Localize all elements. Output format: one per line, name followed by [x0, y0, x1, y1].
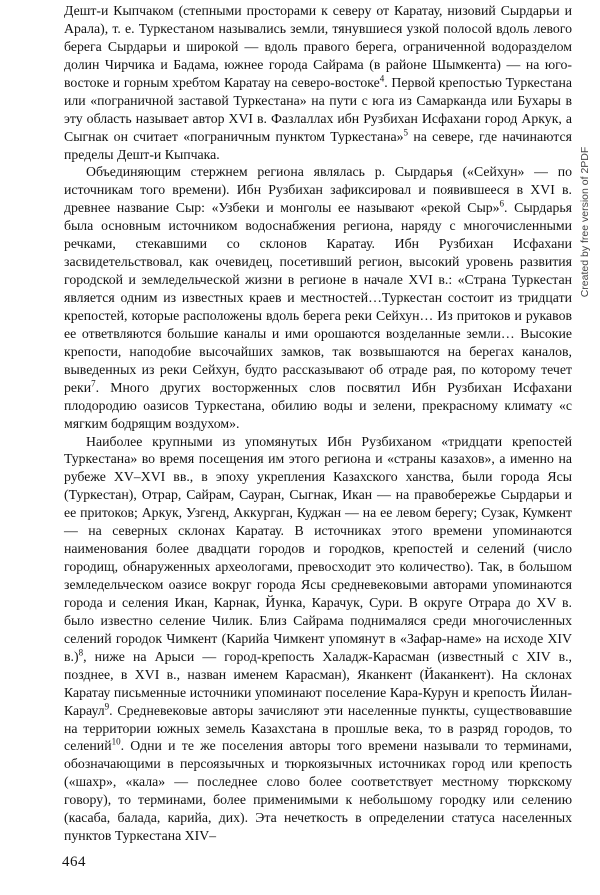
footnote-ref: 5 [403, 126, 408, 137]
footnote-ref: 4 [379, 73, 385, 84]
footnote-ref: 7 [91, 378, 96, 389]
body-text [64, 2, 572, 845]
paragraph [64, 433, 572, 846]
paragraph-text: . Первой крепостью Туркестана или «пограничной заставой Туркестана» на пути с юга из Самарканда или Бухары в эту область называет автор XVI в. Фазлаллах ибн Рузбихан Исфахани город Аркук, а Сыгнак он считает «пограничным пунктом Туркестана» [64, 74, 572, 144]
paragraph-text: Наиболее крупными из упомянутых Ибн Рузбиханом «тридцати крепостей Туркестана» во время посещения им этого региона и «страны казахов», а именно на рубеже XV–XVI вв., в эпоху укрепления Казахского ханства, были города Ясы (Туркестан), Отрар, Сайрам, Сауран, Сыгнак, Икан — на правобережье Сырдарьи и ее притоков; Аркук, Узгенд, Аккурган, Куджан — на ее левом берегу; Сузак, Кумкент — на северных склонах Каратау. В источниках этого времени упоминаются наименования более двадцати городов и городков, крепостей и селений (число городищ, обнаруженных археологами, превосходит это количество). Так, в большом земледельческом оазисе вокруг города Ясы средневековыми авторами упоминаются города и селения Икан, Карнак, Йунка, Карачук, Сури. В округе Отрара до XV в. было известно селение Чилик. Близ Сайрама поднималяся среди многочисленных селений городок Чимкент (Карийа Чимкент упомянут в «Зафар-наме» на исходе XIV в.) [64, 433, 572, 664]
footnote-ref: 9 [104, 700, 110, 711]
page-number: 464 [62, 854, 86, 870]
footnote-ref: 10 [111, 736, 121, 747]
paragraph-text: Объединяющим стержнем региона являлась р. Сырдарья («Сейхун» — по источникам того времени). Ибн Рузбихан зафиксировал и появившееся в XVI в. древнее название Сыр: «Узбеки и монголы ее называют «рекой Сыр» [64, 164, 572, 216]
footnote-ref: 8 [78, 647, 84, 658]
paragraph-text: . Средневековые авторы зачисляют эти населенные пункты, существовавшие на территории южных земель Казахстана в прошлые века, то в разряд городов, то селений [64, 702, 572, 754]
paragraph [64, 2, 572, 163]
paragraph-text: . Много других восторженных слов посвятил Ибн Рузбихан Исфахани плодородию оазисов Туркестана, обилию воды и зелени, прекрасному климату «с мягким бодрящим воздухом». [64, 379, 572, 431]
paragraph-text: . Сырдарья была основным источником водоснабжения региона, наряду с многочисленными речками, стекавшими со склонов Каратау. Ибн Рузбихан Исфахани засвидетельствовал, как очевидец, посетивший регион, высокий уровень развития городской и земледельческой жизни в регионе в начале XVI в.: «Страна Туркестан является одним из известных краев и местностей…Туркестан состоит из тридцати крепостей, которые расположены вдоль берега реки Сейхун… Из притоков и рукавов ее ответвляются большие каналы и ими орошаются возделанные земли… Высокие крепости, наподобие высочайших замков, так возвышаются на берегах каналов, выведенных из реки Сейхун, будто рассказывают об отраде рая, по которому течет реки [64, 200, 572, 395]
watermark [577, 72, 593, 372]
paragraph-text: . Одни и те же поселения авторы того времени называли то терминами, обозначающими в персоязычных и тюркоязычных источниках город или крепость («шахр», «кала» — последнее слово более соответствует местному тюркскому говору), то терминами, более применимыми к небольшому городку или селению (касаба, балада, карийа, дих). Эта нечеткость в определении статуса населенных пунктов Туркестана XIV– [64, 738, 572, 844]
paragraph [64, 163, 572, 432]
paragraph-text: на севере, где начинаются пределы Дешт-и Кыпчака. [64, 128, 572, 162]
paragraph-text: , ниже на Арыси — город-крепость Халадж-Карасман (известный с XIV в., позднее, в XVI в., назван именем Карасман), Яканкент (Йаканкент). На склонах Каратау письменные источники упоминают поселение Кара-Курун и крепость Йилан-Караул [64, 648, 572, 718]
paragraph-text: Дешт-и Кыпчаком (степными просторами к северу от Каратау, низовий Сырдарьи и Арала), т. е. Туркестаном назывались земли, тянувшиеся узкой полосой вдоль левого берега Сырдарьи и широкой — вдоль правого берега, ограниченной водоразделом долин Чирчика и Бадама, южнее города Сайрама (в районе Шымкента) — на юго-востоке и горным хребтом Каратау на северо-востоке [64, 3, 572, 90]
footnote-ref: 6 [499, 198, 505, 209]
watermark-text: Created by free version of 2PDF [579, 146, 591, 298]
